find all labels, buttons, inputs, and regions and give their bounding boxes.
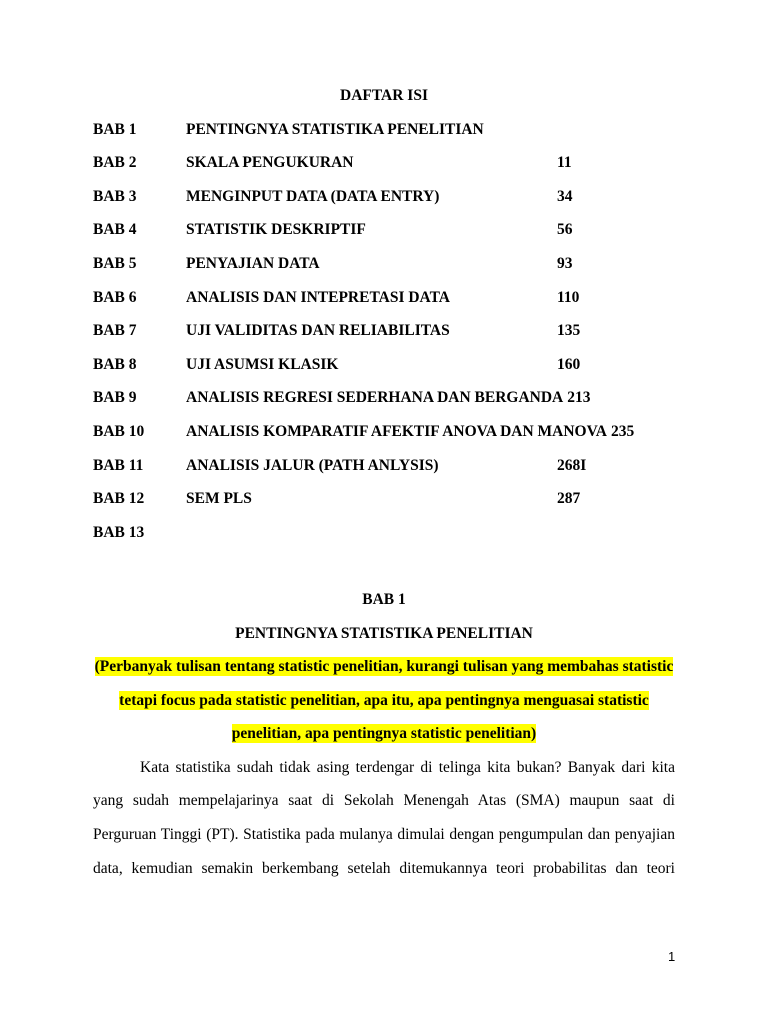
toc-page-number: 11 bbox=[557, 154, 572, 172]
toc-chapter-number: BAB 10 bbox=[93, 422, 145, 440]
toc-page-number: 287 bbox=[557, 490, 581, 508]
toc-chapter-title: PENTINGNYA STATISTIKA PENELITIAN bbox=[186, 120, 484, 138]
toc-row bbox=[93, 113, 675, 147]
toc-row bbox=[93, 281, 675, 315]
body-text-line: yang sudah mempelajarinya saat di Sekolah Menengah Atas (SMA) maupun saat di bbox=[93, 792, 675, 810]
toc-row bbox=[93, 516, 675, 550]
toc-chapter-number: BAB 4 bbox=[93, 221, 137, 239]
toc-heading: DAFTAR ISI bbox=[340, 87, 428, 104]
toc-chapter-title: ANALISIS REGRESI SEDERHANA DAN BERGANDA bbox=[186, 389, 564, 407]
toc-row bbox=[93, 247, 675, 281]
toc-chapter-title: PENYAJIAN DATA bbox=[186, 254, 320, 272]
toc-row bbox=[93, 449, 675, 483]
toc-chapter-number: BAB 11 bbox=[93, 456, 144, 474]
highlighted-note-line bbox=[93, 717, 675, 751]
toc-chapter-number: BAB 12 bbox=[93, 490, 145, 508]
toc-row bbox=[93, 314, 675, 348]
toc-chapter-title: UJI ASUMSI KLASIK bbox=[186, 355, 339, 373]
toc-page-number: 110 bbox=[557, 288, 580, 306]
toc-chapter-number: BAB 7 bbox=[93, 322, 137, 340]
blank-line bbox=[93, 549, 675, 583]
toc-page-number: 34 bbox=[557, 187, 573, 205]
toc-chapter-title: SKALA PENGUKURAN bbox=[186, 154, 354, 172]
toc-row bbox=[93, 348, 675, 382]
toc-row bbox=[93, 213, 675, 247]
highlighted-note-text: penelitian, apa pentingnya statistic penelitian) bbox=[231, 725, 537, 743]
page-content bbox=[93, 79, 675, 885]
toc-chapter-title: ANALISIS KOMPARATIF AFEKTIF ANOVA DAN MANOVA bbox=[186, 422, 607, 440]
toc-chapter-title: ANALISIS JALUR (PATH ANLYSIS) bbox=[186, 456, 439, 474]
toc-page-number: 268I bbox=[557, 456, 587, 474]
toc-page-number: 93 bbox=[557, 254, 573, 272]
toc-row bbox=[93, 180, 675, 214]
toc-page-number: 213 bbox=[567, 389, 591, 407]
chapter-title: PENTINGNYA STATISTIKA PENELITIAN bbox=[235, 624, 533, 642]
toc-page-number: 56 bbox=[557, 221, 573, 239]
toc-chapter-number: BAB 13 bbox=[93, 523, 145, 541]
toc-chapter-title: STATISTIK DESKRIPTIF bbox=[186, 221, 366, 239]
toc-row bbox=[93, 146, 675, 180]
toc-chapter-number: BAB 6 bbox=[93, 288, 137, 306]
chapter-heading: BAB 1 bbox=[362, 590, 406, 608]
toc-chapter-number: BAB 9 bbox=[93, 389, 137, 407]
highlighted-note-line bbox=[93, 650, 675, 684]
highlighted-note-text: (Perbanyak tulisan tentang statistic penelitian, kurangi tulisan yang membahas statistic bbox=[94, 658, 674, 676]
body-text-line: Kata statistika sudah tidak asing terdengar di telinga kita bukan? Banyak dari kita bbox=[140, 758, 675, 776]
toc-chapter-number: BAB 8 bbox=[93, 355, 137, 373]
toc-chapter-title: SEM PLS bbox=[186, 490, 252, 508]
body-text-line: Perguruan Tinggi (PT). Statistika pada mulanya dimulai dengan pengumpulan dan penyajian bbox=[93, 826, 675, 844]
toc-chapter-title: ANALISIS DAN INTEPRETASI DATA bbox=[186, 288, 450, 306]
toc-row bbox=[93, 381, 675, 415]
body-text-line: data, kemudian semakin berkembang setelah ditemukannya teori probabilitas dan teori bbox=[93, 859, 675, 877]
toc-chapter-number: BAB 3 bbox=[93, 187, 137, 205]
toc-chapter-number: BAB 2 bbox=[93, 154, 137, 172]
toc-chapter-title: MENGINPUT DATA (DATA ENTRY) bbox=[186, 187, 440, 205]
toc-row bbox=[93, 415, 675, 449]
page-number: 1 bbox=[668, 949, 676, 964]
highlighted-note-line bbox=[93, 684, 675, 718]
highlighted-note-text: tetapi focus pada statistic penelitian, apa itu, apa pentingnya menguasai statistic bbox=[119, 691, 649, 709]
toc-page-number: 235 bbox=[610, 422, 635, 440]
toc-chapter-number: BAB 1 bbox=[93, 120, 137, 138]
toc-row bbox=[93, 482, 675, 516]
toc-chapter-title: UJI VALIDITAS DAN RELIABILITAS bbox=[186, 322, 450, 340]
toc-page-number: 160 bbox=[557, 355, 581, 373]
toc-page-number: 135 bbox=[557, 322, 581, 340]
toc-chapter-number: BAB 5 bbox=[93, 254, 137, 272]
